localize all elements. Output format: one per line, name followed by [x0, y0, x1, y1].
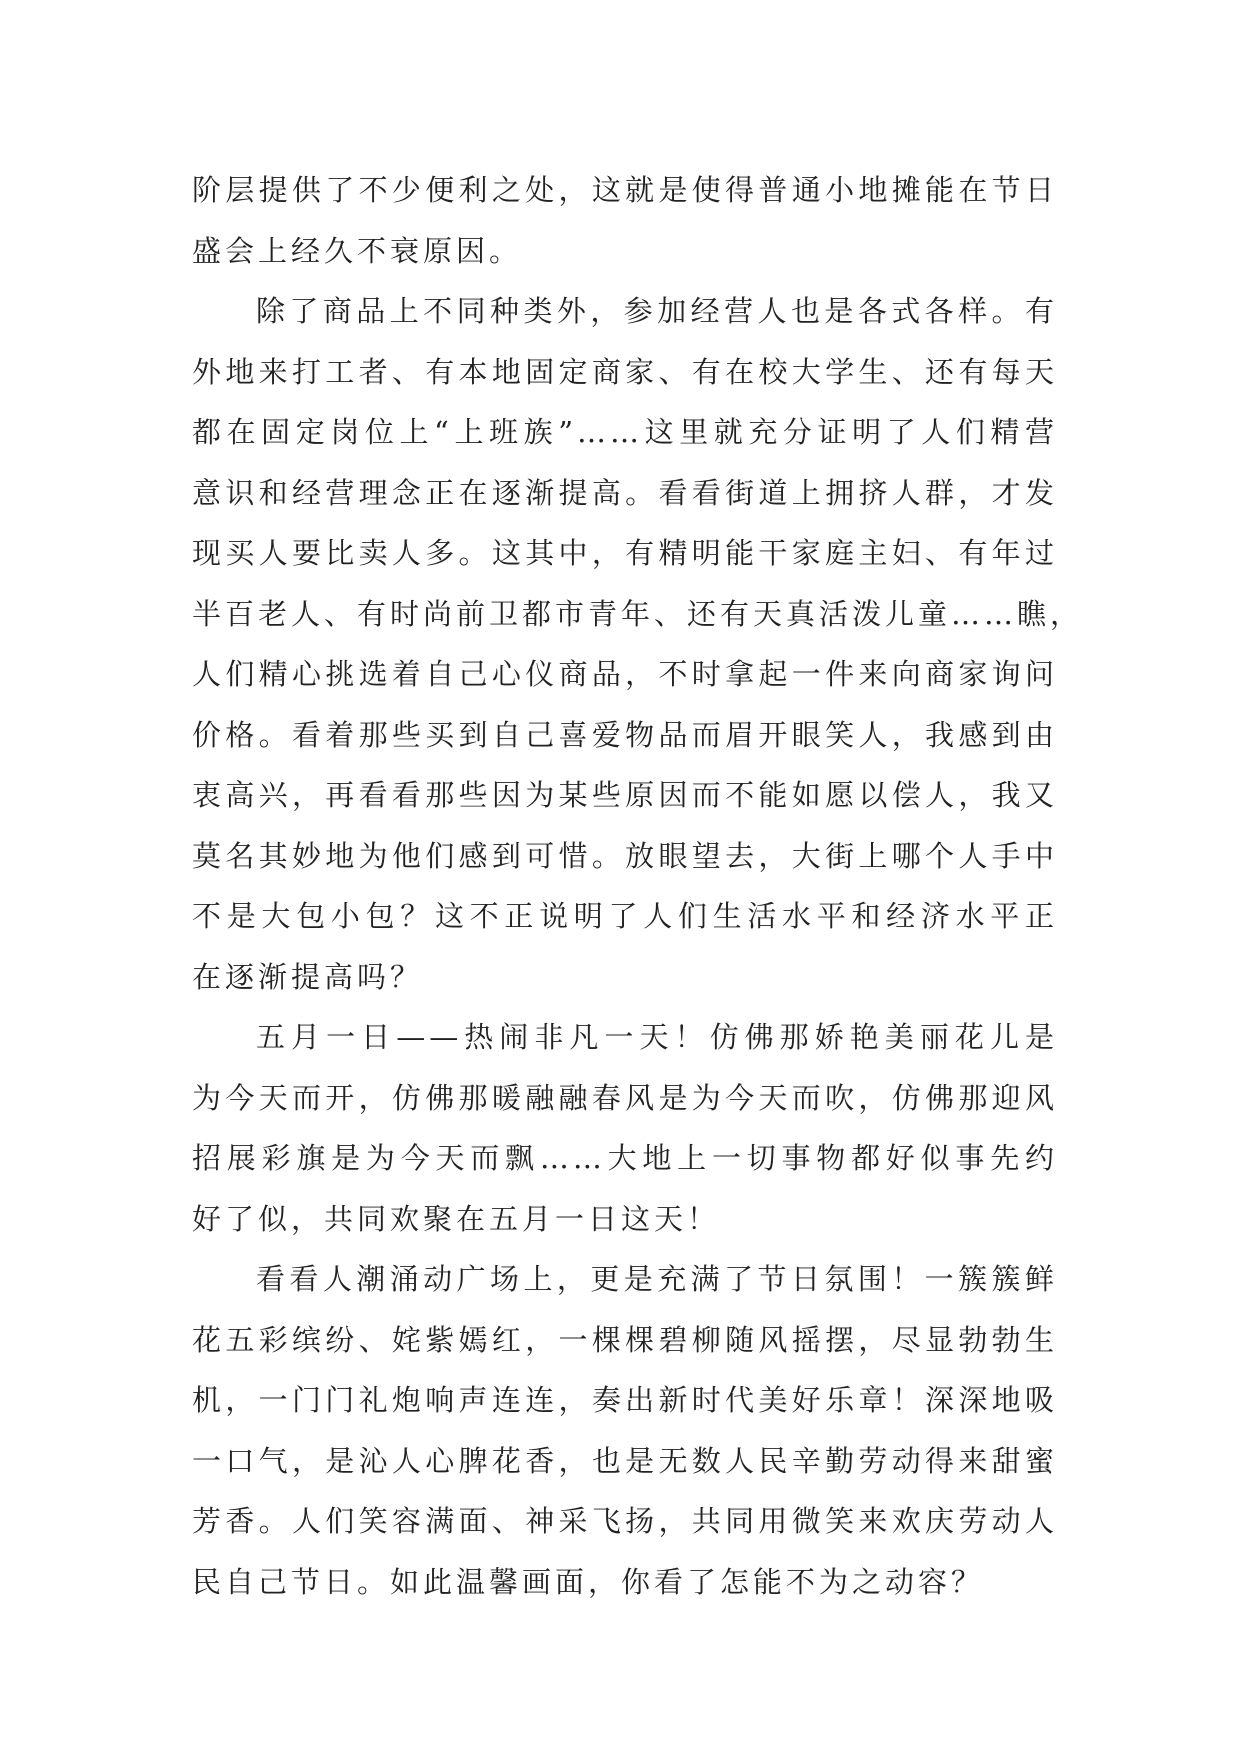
text-line: 花五彩缤纷、姹紫嫣红，一棵棵碧柳随风摇摆，尽显勃勃生 [192, 1322, 1058, 1357]
text-line: 在逐渐提高吗？ [192, 959, 424, 994]
text-line: 现买人要比卖人多。这其中，有精明能干家庭主妇、有年过 [192, 536, 1058, 570]
document-body [192, 160, 1084, 1612]
paragraph-4 [192, 1249, 1058, 1612]
text-line: 机，一门门礼炮响声连连，奏出新时代美好乐章！深深地吸 [192, 1383, 1058, 1417]
text-line: 除了商品上不同种类外，参加经营人也是各式各样。有 [256, 294, 1058, 328]
text-line: 外地来打工者、有本地固定商家、有在校大学生、还有每天 [192, 354, 1058, 389]
paragraph-2 [192, 281, 1084, 1007]
text-line: 盛会上经久不衰原因。 [192, 233, 523, 268]
text-line: 为今天而开，仿佛那暖融融春风是为今天而吹，仿佛那迎风 [192, 1080, 1058, 1115]
text-line: 价格。看着那些买到自己喜爱物品而眉开眼笑人，我感到由 [192, 717, 1058, 752]
text-line: 招展彩旗是为今天而飘……大地上一切事物都好似事先约 [192, 1141, 1058, 1175]
text-line: 莫名其妙地为他们感到可惜。放眼望去，大街上哪个人手中 [192, 838, 1058, 873]
text-line: 看看人潮涌动广场上，更是充满了节日氛围！一簇簇鲜 [256, 1262, 1058, 1296]
text-line: 民自己节日。如此温馨画面，你看了怎能不为之动容？ [192, 1564, 985, 1599]
text-line: 意识和经营理念正在逐渐提高。看看街道上拥挤人群，才发 [192, 475, 1058, 510]
text-line: 五月一日——热闹非凡一天！仿佛那娇艳美丽花儿是 [256, 1020, 1058, 1054]
text-line: 好了似，共同欢聚在五月一日这天！ [192, 1201, 721, 1236]
text-line: 人们精心挑选着自己心仪商品，不时拿起一件来向商家询问 [192, 657, 1058, 691]
text-line: 衷高兴，再看看那些因为某些原因而不能如愿以偿人，我又 [192, 778, 1058, 812]
text-line: 不是大包小包？这不正说明了人们生活水平和经济水平正 [192, 899, 1058, 933]
text-line: 都在固定岗位上“上班族”……这里就充分证明了人们精营 [192, 415, 1058, 449]
text-line: 半百老人、有时尚前卫都市青年、还有天真活泼儿童……瞧， [192, 596, 1084, 631]
text-line: 阶层提供了不少便利之处，这就是使得普通小地摊能在节日 [192, 173, 1058, 207]
paragraph-3 [192, 1007, 1058, 1249]
text-line: 一口气，是沁人心脾花香，也是无数人民辛勤劳动得来甜蜜 [192, 1443, 1058, 1478]
text-line: 芳香。人们笑容满面、神采飞扬，共同用微笑来欢庆劳动人 [192, 1504, 1058, 1538]
paragraph-1 [192, 160, 1058, 281]
